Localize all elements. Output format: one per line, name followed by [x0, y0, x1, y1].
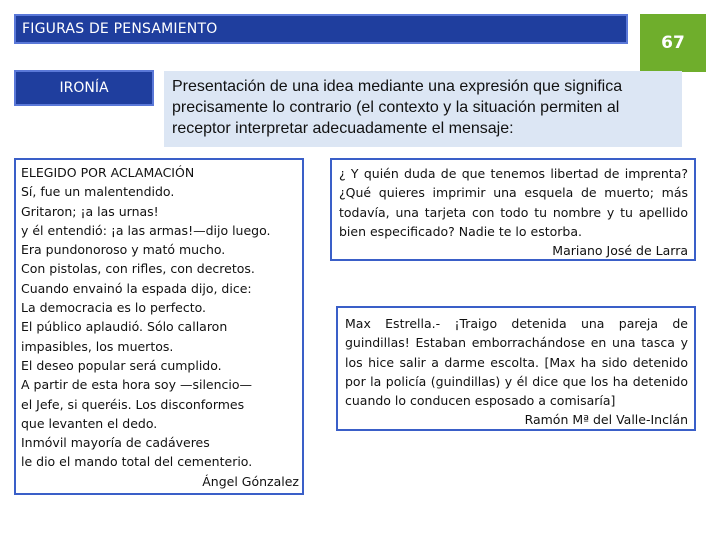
poem-line: A partir de esta hora soy —silencio— — [21, 377, 253, 393]
poem-line: El público aplaudió. Sólo callaron — [21, 319, 228, 335]
poem-line: Cuando envainó la espada dijo, dice: — [21, 280, 252, 296]
figure-label: IRONÍA — [14, 70, 154, 106]
larra-quote-text: ¿ Y quién duda de que tenemos libertad de imprenta? ¿Qué quieres imprimir una esquela de muerto; más todavía, una tarjeta con todo tu nombre y tu apellido bien especificado? Nadie te lo estorba. — [339, 166, 688, 239]
poem-line: Sí, fue un malentendido. — [21, 184, 175, 200]
poem-line: La democracia es lo perfecto. — [21, 300, 206, 316]
poem-line: le dio el mando total del cementerio. — [21, 454, 253, 470]
poem-line: Con pistolas, con rifles, con decretos. — [21, 261, 255, 277]
larra-quote-box — [330, 158, 696, 261]
poem-line: que levanten el dedo. — [21, 415, 158, 431]
poem-line: impasibles, los muertos. — [21, 338, 174, 354]
valle-inclan-quote-text: Max Estrella.- ¡Traigo detenida una pareja de guindillas! Estaban emborrachándose en una tasca y los hice salir a darme escolta. [Max ha sido detenido por la policía (guindillas) y él dice que los ha detenido cuando lo conducen esposado a comisaría] — [345, 316, 688, 409]
poem-line: Inmóvil mayoría de cadáveres — [21, 435, 210, 451]
poem-line: ELEGIDO POR ACLAMACIÓN — [21, 165, 195, 180]
larra-quote-author: Mariano José de Larra — [552, 243, 688, 259]
poem-line: Gritaron; ¡a las urnas! — [21, 203, 159, 219]
poem-box — [14, 158, 304, 495]
valle-inclan-quote-box — [336, 306, 696, 431]
poem-line: El deseo popular será cumplido. — [21, 357, 222, 373]
page-number-badge: 67 — [640, 14, 706, 72]
header-bar — [14, 14, 628, 44]
page-title: FIGURAS DE PENSAMIENTO — [22, 21, 218, 37]
poem-line: Era pundonoroso y mató mucho. — [21, 242, 226, 258]
valle-inclan-quote-author: Ramón Mª del Valle-Inclán — [524, 412, 688, 428]
definition-text: Presentación de una idea mediante una expresión que significa precisamente lo contrario (el contexto y la situación permiten al receptor interpretar adecuadamente el mensaje: — [164, 71, 682, 147]
poem-author: Ángel Gónzalez — [202, 473, 299, 489]
poem-line: y él entendió: ¡a las armas!—dijo luego. — [21, 222, 271, 238]
poem-line: el Jefe, si queréis. Los disconformes — [21, 396, 245, 412]
